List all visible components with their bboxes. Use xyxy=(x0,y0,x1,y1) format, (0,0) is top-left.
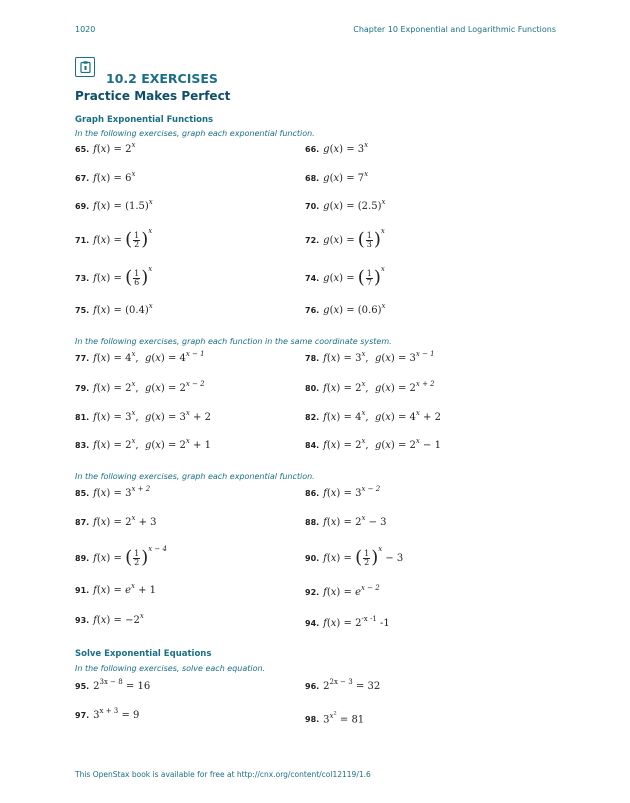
exercise-70: 70. $g(x) = (2.5)^x$ xyxy=(305,198,386,212)
exercise-88: 88. $f(x) = 2^x - 3$ xyxy=(305,514,387,528)
exercise-86: 86. $f(x) = 3^{x - 2}$ xyxy=(305,485,381,499)
exercise-75: 75. $f(x) = (0.4)^x$ xyxy=(75,302,153,316)
footer-note: This OpenStax book is available for free at http://cnx.org/content/col12119/1.6 xyxy=(75,770,371,779)
exercise-91: 91. $f(x) = e^x + 1$ xyxy=(75,582,157,596)
page-number: 1020 xyxy=(75,25,96,34)
exercise-72: 72. g(x) = ( $\frac{1}{3}$ )$^x$ xyxy=(305,227,385,251)
exercise-97: 97. $3^{x + 3} = 9$ xyxy=(75,707,140,721)
exercise-80: 80. $f(x) = 2^x$, $g(x) = 2^{x + 2}$ xyxy=(305,380,435,394)
instruction-graph-each-2: In the following exercises, graph each exponential function. xyxy=(75,472,315,481)
exercise-98: 98. $3^{x^2} = 81$ xyxy=(305,710,365,726)
exercise-83: 83. $f(x) = 2^x$, $g(x) = 2^x + 1$ xyxy=(75,437,211,451)
exercises-icon xyxy=(75,57,95,77)
exercise-84: 84. $f(x) = 2^x$, $g(x) = 2^x - 1$ xyxy=(305,437,441,451)
exercise-69: 69. $f(x) = (1.5)^x$ xyxy=(75,198,153,212)
exercise-85: 85. $f(x) = 3^{x + 2}$ xyxy=(75,485,151,499)
exercise-82: 82. $f(x) = 4^x$, $g(x) = 4^x + 2$ xyxy=(305,409,441,423)
exercise-79: 79. $f(x) = 2^x$, $g(x) = 2^{x - 2}$ xyxy=(75,380,205,394)
exercise-93: 93. $f(x) = -2^x$ xyxy=(75,612,144,626)
exercise-65: 65. $f(x) = 2^x$ xyxy=(75,141,136,155)
exercise-94: 94. $f(x) = 2^{-x -1}$ -1 xyxy=(305,615,390,629)
exercise-95: 95. $2^{3x - 8} = 16$ xyxy=(75,678,151,692)
instruction-solve-each: In the following exercises, solve each equation. xyxy=(75,664,266,673)
exercise-74: 74. g(x) = ( $\frac{1}{7}$ )$^x$ xyxy=(305,265,385,289)
subhead-solve-exponential: Solve Exponential Equations xyxy=(75,649,212,659)
exercise-92: 92. $f(x) = e^{x - 2}$ xyxy=(305,584,380,598)
instruction-same-system: In the following exercises, graph each function in the same coordinate system. xyxy=(75,337,392,346)
exercise-87: 87. $f(x) = 2^x + 3$ xyxy=(75,514,157,528)
exercise-68: 68. $g(x) = 7^x$ xyxy=(305,170,369,184)
exercise-90: 90. f(x) = ( $\frac{1}{2}$ )$^x$ − 3 xyxy=(305,545,404,569)
exercise-73: 73. f(x) = ( $\frac{1}{6}$ )$^x$ xyxy=(75,265,153,289)
exercise-71: 71. f(x) = ( $\frac{1}{2}$ )$^x$ xyxy=(75,227,153,251)
subhead-graph-exponential: Graph Exponential Functions xyxy=(75,115,214,125)
clipboard-icon xyxy=(80,61,91,73)
exercise-76: 76. $g(x) = (0.6)^x$ xyxy=(305,302,386,316)
exercise-89: 89. f(x) = ( $\frac{1}{2}$ )$^{x - 4}$ xyxy=(75,545,167,569)
section-subtitle: Practice Makes Perfect xyxy=(75,89,231,103)
exercise-77: 77. $f(x) = 4^x$, $g(x) = 4^{x - 1}$ xyxy=(75,350,205,364)
exercise-66: 66. $g(x) = 3^x$ xyxy=(305,141,369,155)
exercise-67: 67. $f(x) = 6^x$ xyxy=(75,170,136,184)
chapter-title: Chapter 10 Exponential and Logarithmic Functions xyxy=(353,25,556,34)
instruction-graph-each: In the following exercises, graph each exponential function. xyxy=(75,129,315,138)
section-title: 10.2 EXERCISES xyxy=(106,71,218,86)
exercise-81: 81. $f(x) = 3^x$, $g(x) = 3^x + 2$ xyxy=(75,409,211,423)
exercise-78: 78. $f(x) = 3^x$, $g(x) = 3^{x - 1}$ xyxy=(305,350,435,364)
exercise-96: 96. $2^{2x - 3} = 32$ xyxy=(305,678,381,692)
